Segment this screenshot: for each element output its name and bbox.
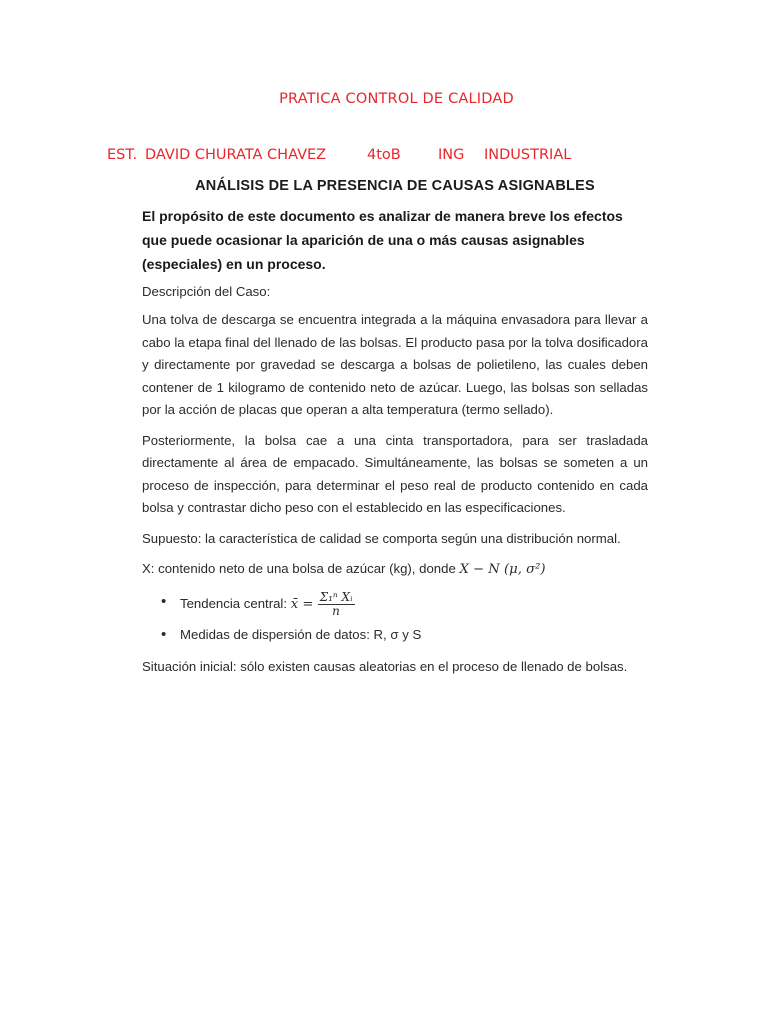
statistics-list xyxy=(142,591,648,646)
embedded-heading: ANÁLISIS DE LA PRESENCIA DE CAUSAS ASIGNABLES xyxy=(195,178,595,194)
mean-formula-lhs: x̄ = xyxy=(290,596,318,612)
initial-situation-text: Situación inicial: sólo existen causas aleatorias en el proceso de llenado de bolsas. xyxy=(142,658,628,674)
document-title: PRATICA CONTROL DE CALIDAD xyxy=(279,91,514,107)
mean-formula-denominator: n xyxy=(332,603,340,618)
central-tendency-label: Tendencia central: xyxy=(180,595,291,611)
case-paragraph-2: Posteriormente, la bolsa cae a una cinta transportadora, para ser trasladada directamente al área de empacado. Simultáneamente, las bolsas se someten a un proceso de inspección, para determinar el peso real de producto contenido en cada bolsa y contrastar dicho peso con el establecido en las especificaciones. xyxy=(142,432,648,515)
student-prefix: EST. xyxy=(107,147,138,163)
mean-formula-fraction xyxy=(318,591,355,618)
student-name: DAVID CHURATA CHAVEZ xyxy=(145,147,327,163)
embedded-document-image xyxy=(142,178,648,678)
career-name: INDUSTRIAL xyxy=(484,147,572,163)
list-item-dispersion: • Medidas de dispersión de datos: R, σ y S xyxy=(142,624,648,646)
mean-formula-numerator: Σ₁ⁿ Xᵢ xyxy=(319,589,353,604)
student-grade: 4toB xyxy=(367,147,401,163)
case-description-label: Descripción del Caso: xyxy=(142,284,271,299)
variable-definition-text: X: contenido neto de una bolsa de azúcar (kg), donde xyxy=(142,560,460,576)
list-item-central-tendency xyxy=(142,591,648,618)
assumption-text: Supuesto: la característica de calidad se comporta según una distribución normal. xyxy=(142,530,621,546)
variable-definition xyxy=(142,558,648,581)
career-abbr: ING xyxy=(438,147,465,163)
embedded-purpose: El propósito de este documento es analizar de manera breve los efectos que puede ocasionar la aparición de una o más causas asignables (especiales) en un proceso. xyxy=(142,208,623,272)
variable-definition-formula: X − N (μ, σ²) xyxy=(459,561,546,577)
case-paragraph-1: Una tolva de descarga se encuentra integrada a la máquina envasadora para llevar a cabo la etapa final del llenado de las bolsas. El producto pasa por la tolva dosificadora y directamente por gravedad se descarga a bolsas de polietileno, las cuales deben contener de 1 kilogramo de contenido neto de azúcar. Luego, las bolsas son selladas por la acción de placas que operan a alta temperatura (termo sellado). xyxy=(142,312,648,417)
